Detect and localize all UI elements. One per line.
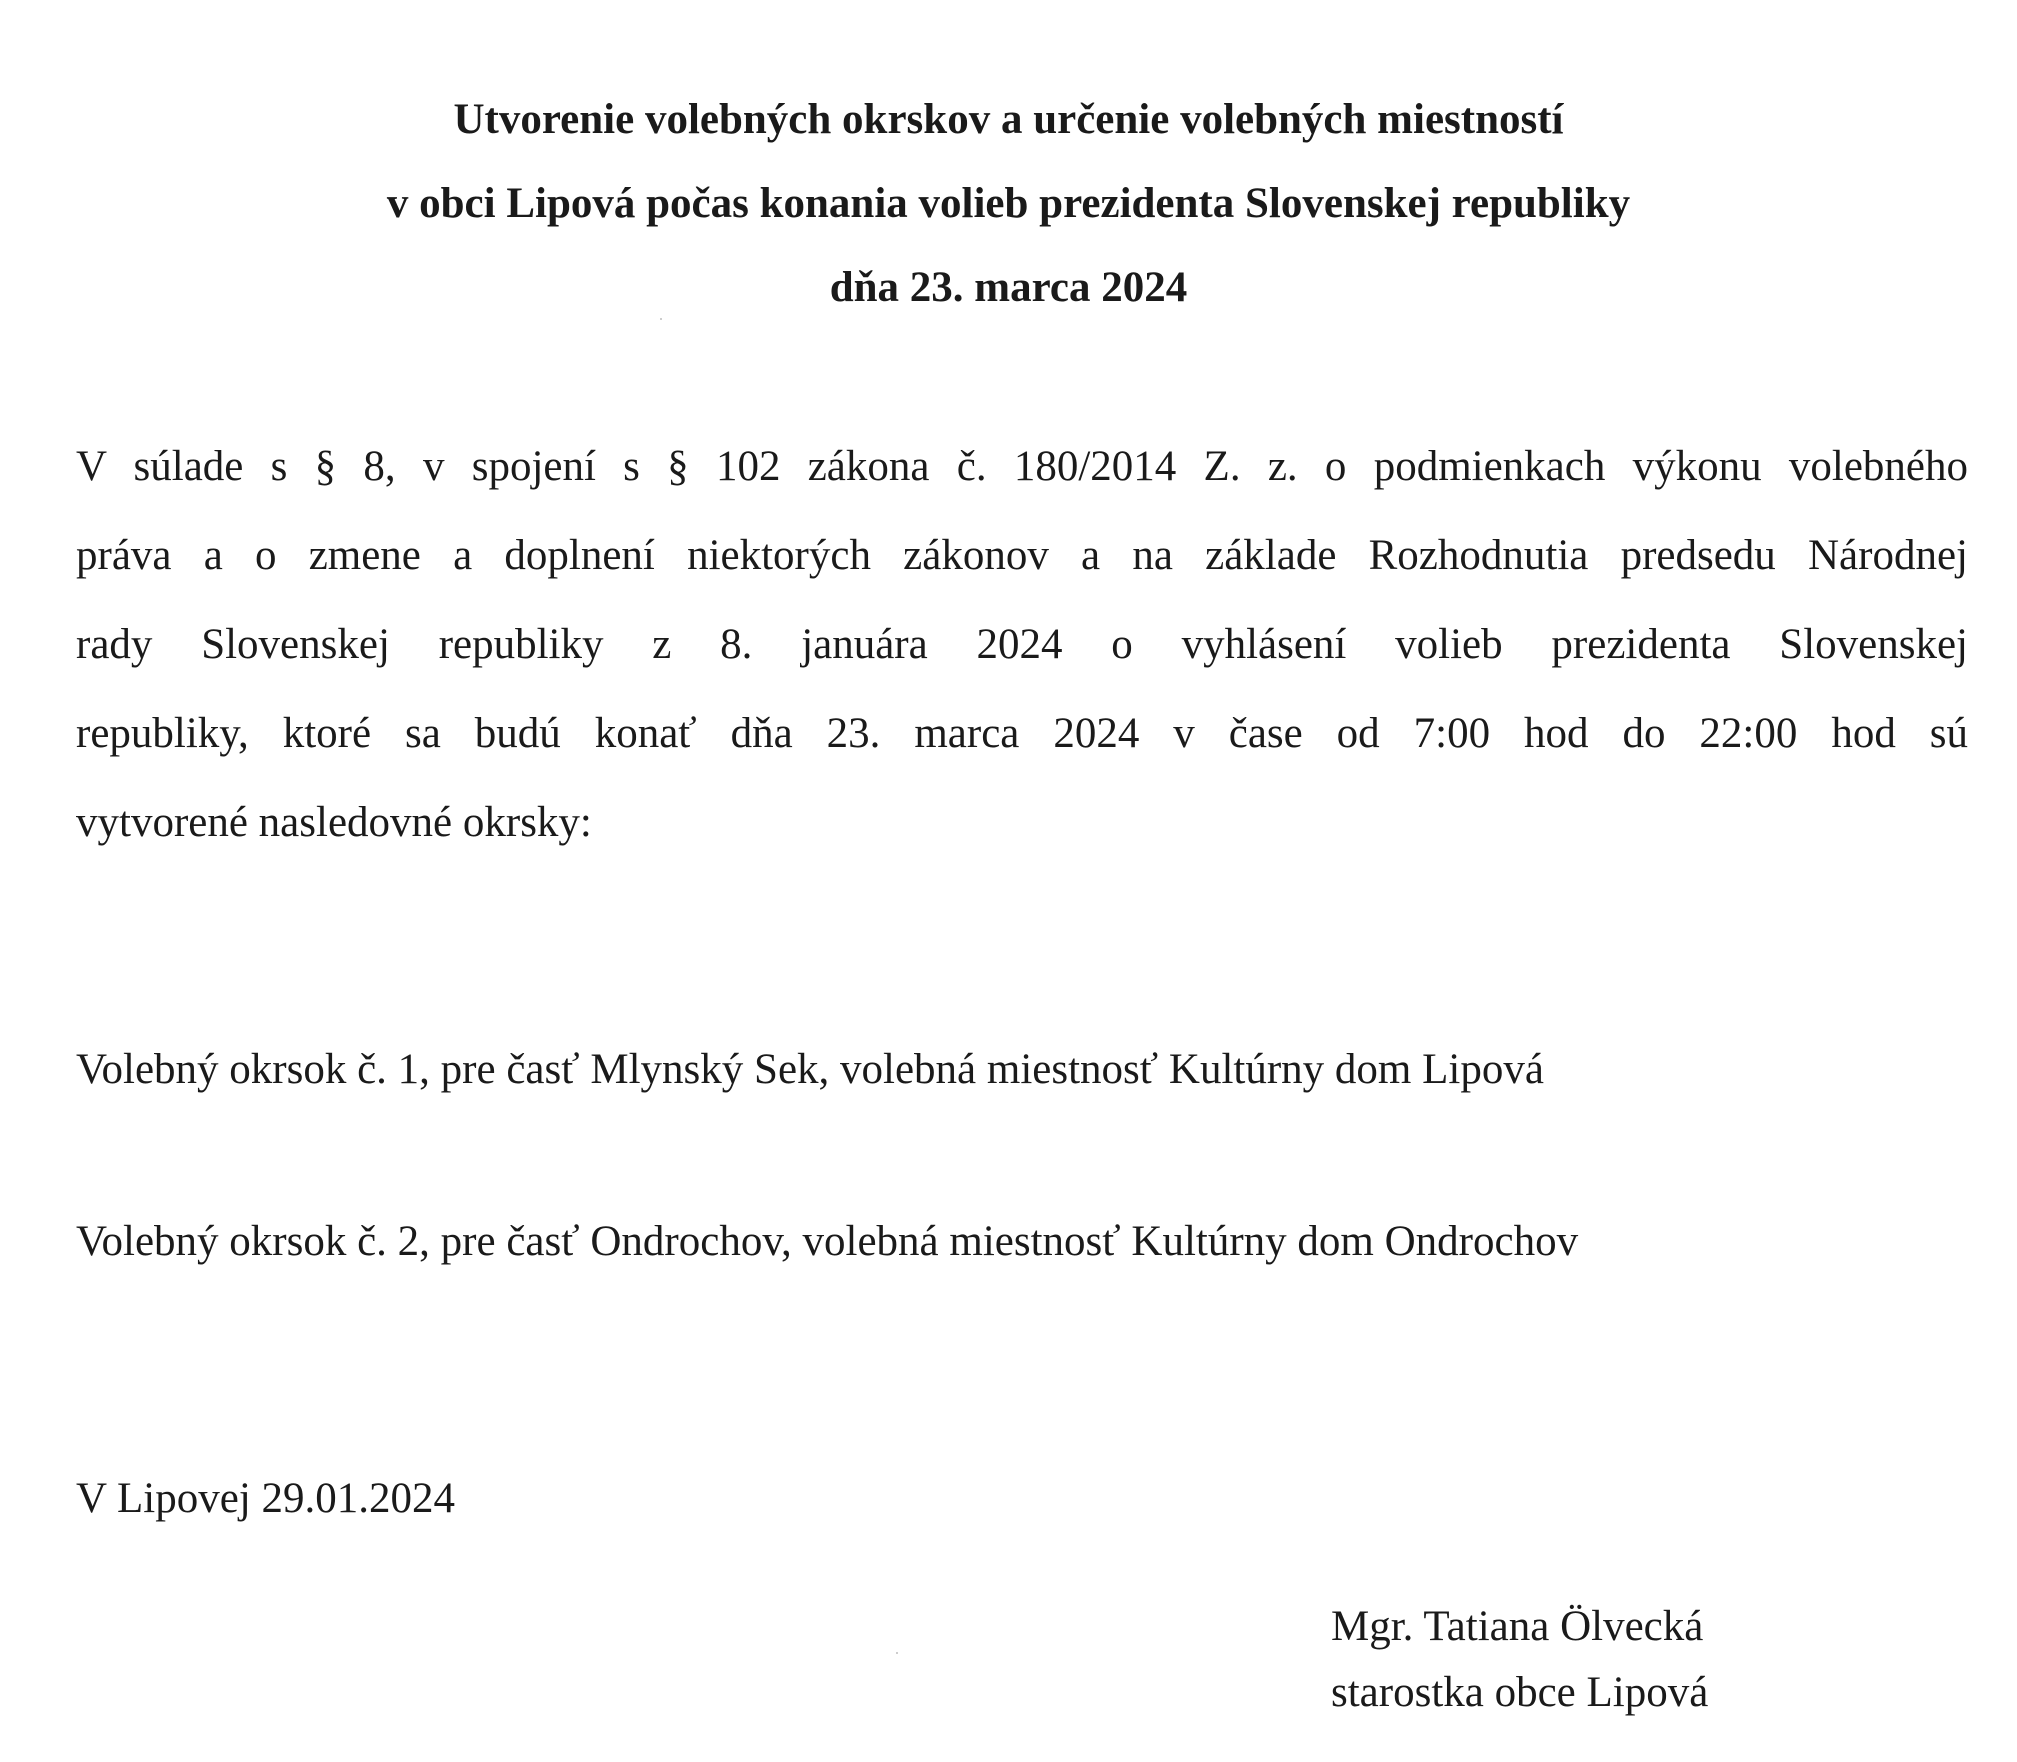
body-line-1: V súlade s § 8, v spojení s § 102 zákona č. 180/2014 Z. z. o podmienkach výkonu volebného (76, 443, 1968, 490)
district-2: Volebný okrsok č. 2, pre časť Ondrochov, volebná miestnosť Kultúrny dom Ondrochov (76, 1218, 1579, 1265)
signatory-name: Mgr. Tatiana Ölvecká (1331, 1603, 1704, 1650)
body-line-4: republiky, ktoré sa budú konať dňa 23. marca 2024 v čase od 7:00 hod do 22:00 hod sú (76, 710, 1968, 757)
district-1: Volebný okrsok č. 1, pre časť Mlynský Sek, volebná miestnosť Kultúrny dom Lipová (76, 1046, 1544, 1093)
scan-speck (896, 1652, 898, 1654)
body-paragraph (76, 422, 1968, 867)
document-title (0, 78, 2017, 330)
body-line-3: rady Slovenskej republiky z 8. januára 2024 o vyhlásení volieb prezidenta Slovenskej (76, 621, 1968, 668)
body-line-2: práva a o zmene a doplnení niektorých zákonov a na základe Rozhodnutia predsedu Národnej (76, 532, 1968, 579)
signature-block (1331, 1594, 1708, 1726)
title-line-2: v obci Lipová počas konania volieb prezidenta Slovenskej republiky (386, 180, 1631, 227)
place-date: V Lipovej 29.01.2024 (76, 1475, 456, 1522)
scan-speck (660, 318, 662, 320)
title-line-1: Utvorenie volebných okrskov a určenie volebných miestností (453, 96, 1564, 143)
signatory-role: starostka obce Lipová (1331, 1669, 1709, 1716)
body-line-5: vytvorené nasledovné okrsky: (76, 799, 592, 846)
title-line-3: dňa 23. marca 2024 (829, 264, 1188, 311)
